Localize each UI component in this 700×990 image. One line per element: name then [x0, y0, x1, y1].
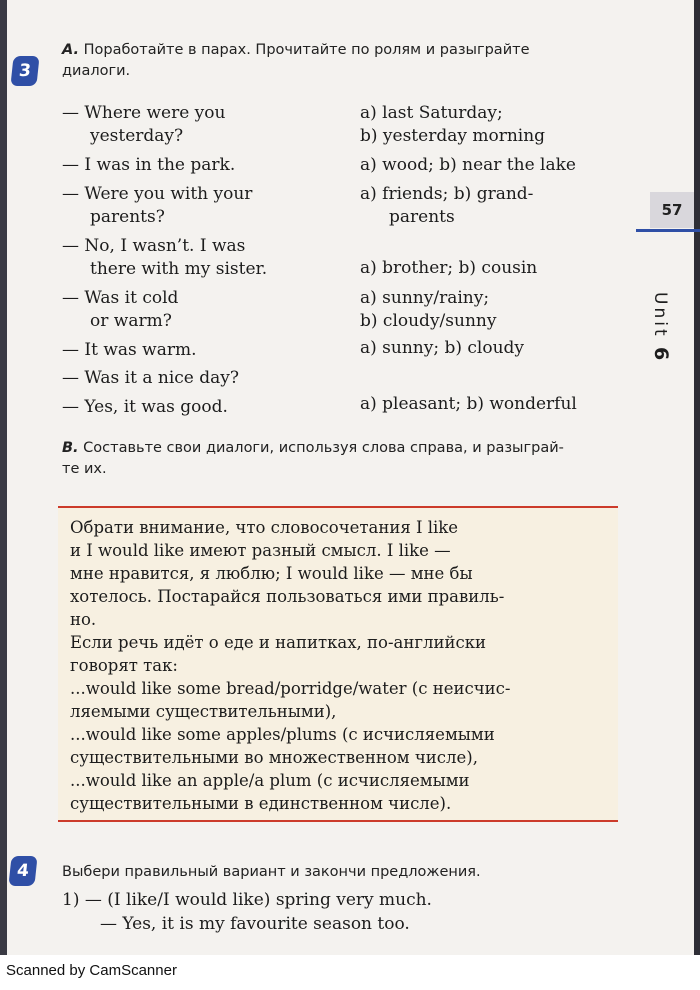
exercise-4-item-1-line2: — Yes, it is my favourite season too. [100, 914, 410, 934]
note-line: ...would like some bread/porridge/water (с неисчис- [70, 679, 511, 698]
option-line: b) cloudy/sunny [360, 311, 497, 331]
dialogue-line: — Were you with your [62, 184, 253, 204]
task-a-letter: A. [62, 42, 79, 58]
task-b-text-line1: Составьте свои диалоги, используя слова справа, и разыграй- [83, 440, 564, 456]
note-line: но. [70, 610, 97, 629]
task-a-text-line1: Поработайте в парах. Прочитайте по ролям и разыграйте [83, 42, 530, 58]
dialogue-line: — Where were you [62, 103, 226, 123]
page-binding-edge [0, 0, 7, 955]
exercise-4-item-1-line1: 1) — (I like/I would like) spring very much. [62, 890, 432, 910]
scanner-watermark: Scanned by CamScanner [6, 962, 177, 979]
exercise-3-task-a-instruction [62, 40, 642, 82]
dialogue-line: — It was warm. [62, 340, 197, 360]
option-line: b) yesterday morning [360, 126, 546, 146]
option-line: a) sunny; b) cloudy [360, 338, 525, 358]
dialogue-line: or warm? [90, 311, 172, 331]
dialogue-line: there with my sister. [90, 259, 268, 279]
note-line: существительными в единственном числе). [70, 794, 452, 813]
unit-word: Unit [650, 292, 670, 339]
note-line: говорят так: [70, 656, 178, 675]
exercise-3-task-b-instruction [62, 438, 642, 480]
note-line: ...would like some apples/plums (с исчисляемыми [70, 725, 495, 744]
note-line: ...would like an apple/a plum (с исчисляемыми [70, 771, 470, 790]
dialogue-line: — Yes, it was good. [62, 397, 228, 417]
dialogue-line: yesterday? [90, 126, 184, 146]
dialogue-line: — Was it a nice day? [62, 368, 239, 388]
grammar-note-box [58, 506, 618, 822]
note-line: Если речь идёт о еде и напитках, по-английски [70, 633, 487, 652]
page-right-edge [694, 0, 700, 955]
option-line: a) friends; b) grand- [360, 184, 534, 204]
option-line: a) brother; b) cousin [360, 258, 538, 278]
note-line: мне нравится, я люблю; I would like — мне бы [70, 564, 473, 583]
unit-number: 6 [650, 347, 672, 364]
option-line: a) last Saturday; [360, 103, 503, 123]
page-number-rule [636, 229, 700, 232]
task-a-text-line2: диалоги. [62, 63, 131, 79]
page-number: 57 [650, 192, 694, 228]
task-b-text-line2: те их. [62, 461, 107, 477]
dialogue-line: — Was it cold [62, 288, 179, 308]
note-line: ляемыми существительными), [70, 702, 337, 721]
note-line: хотелось. Постарайся пользоваться ими правиль- [70, 587, 505, 606]
note-line: существительными во множественном числе), [70, 748, 478, 767]
exercise-4-number-badge: 4 [8, 856, 37, 886]
dialogue-line: — I was in the park. [62, 155, 236, 175]
task-b-letter: B. [62, 440, 79, 456]
option-line: a) pleasant; b) wonderful [360, 394, 577, 414]
unit-label [650, 292, 672, 363]
exercise-4-instruction: Выбери правильный вариант и закончи предложения. [62, 864, 481, 880]
note-line: и I would like имеют разный смысл. I like — [70, 541, 451, 560]
option-line: parents [389, 207, 455, 227]
dialogue-line: — No, I wasn’t. I was [62, 236, 246, 256]
exercise-3-number-badge: 3 [10, 56, 39, 86]
dialogue-line: parents? [90, 207, 165, 227]
option-line: a) sunny/rainy; [360, 288, 490, 308]
option-line: a) wood; b) near the lake [360, 155, 576, 175]
note-line: Обрати внимание, что словосочетания I like [70, 518, 459, 537]
